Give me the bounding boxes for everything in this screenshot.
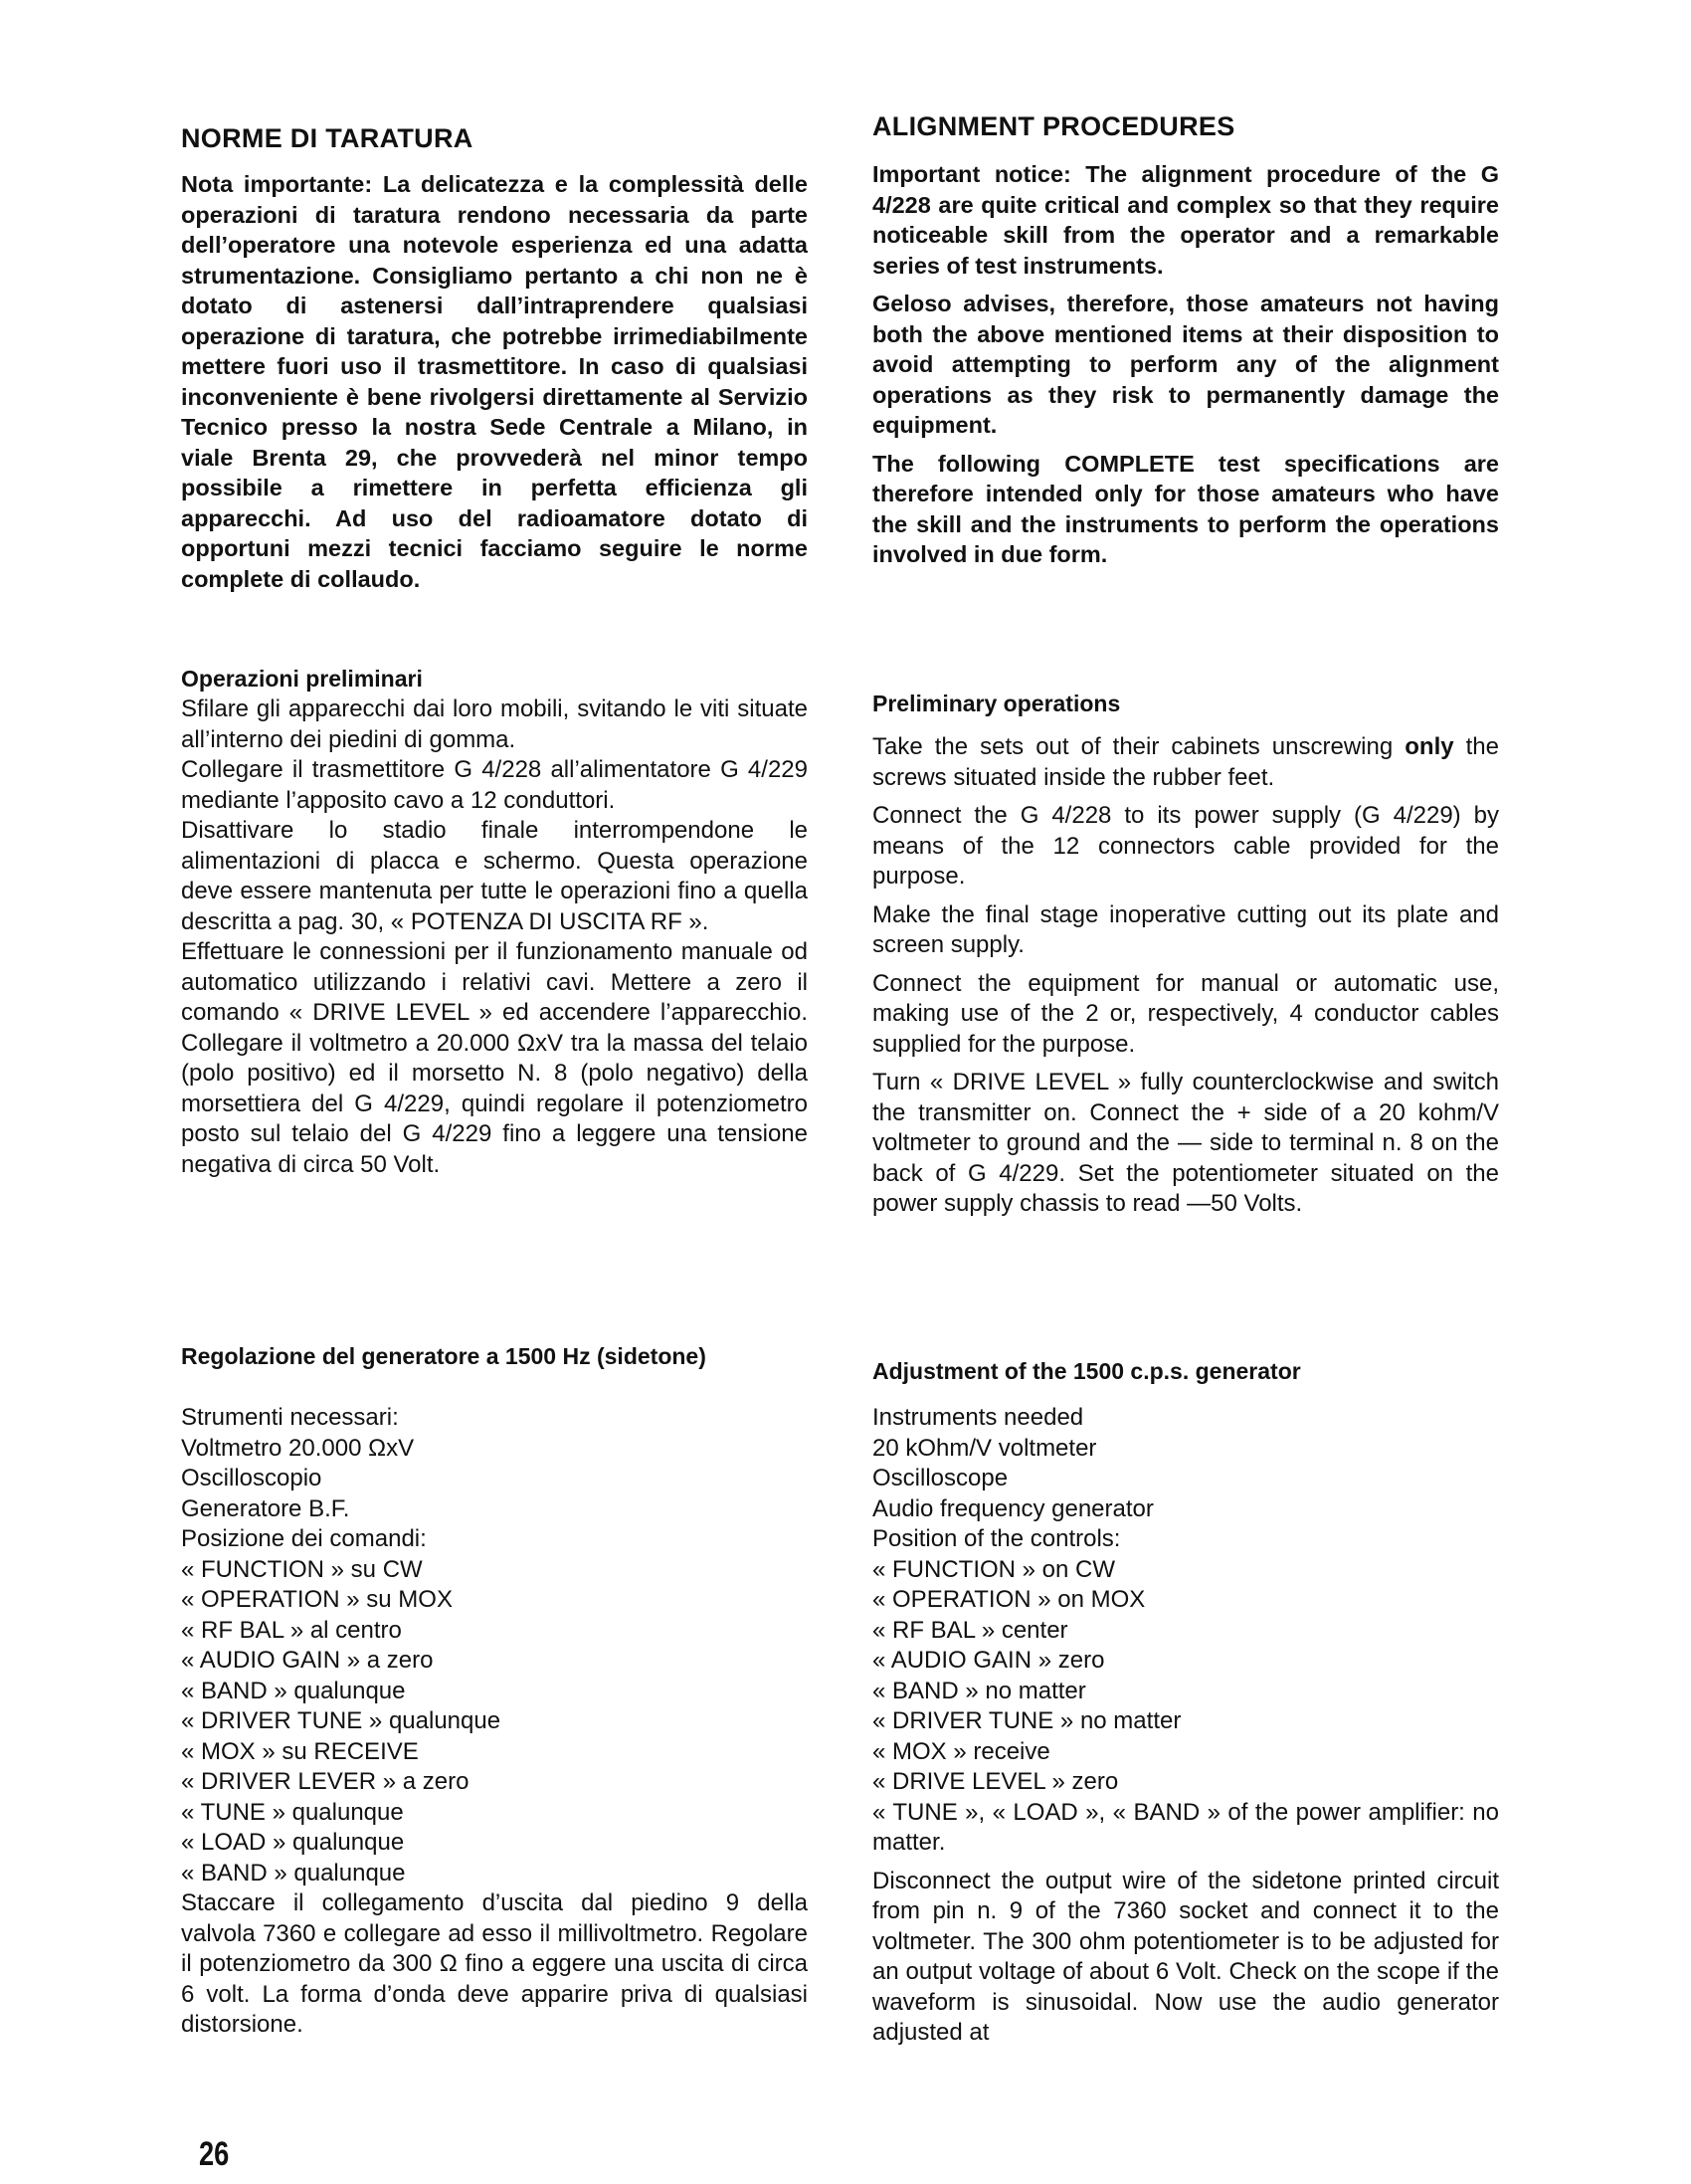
- paragraph: Effettuare le connessioni per il funzionamento manuale od automatico utilizzando i relativi cavi. Mettere a zero il comando « DRIVE LEVEL » ed accendere l’apparecchio. Collegare il voltmetro a 20.000 ΩxV tra la massa del telaio (polo positivo) ed il morsetto N. 8 (polo negativo) della morsettiera del G 4/229, quindi regolare il potenziometro posto sul telaio del G 4/229 fino a leggere una tensione negativa di circa 50 Volt.: [181, 938, 808, 1178]
- list-item: « DRIVE LEVEL » zero: [872, 1768, 1119, 1795]
- list-item: « RF BAL » al centro: [181, 1616, 402, 1644]
- text-run: the screws situated inside the rubber feet.: [872, 733, 1499, 791]
- paragraph: Geloso advises, therefore, those amateurs not having both the above mentioned items at their disposition to avoid attempting to perform any of the alignment operations as they risk to permanently damage the equipment.: [872, 291, 1499, 438]
- list-item: « LOAD » qualunque: [181, 1829, 405, 1856]
- italian-preliminary-heading: Operazioni preliminari: [181, 666, 423, 692]
- paragraph: Connect the equipment for manual or automatic use, making use of the 2 or, respectively, 4 conductor cables supplied for the purpose.: [872, 969, 1499, 1058]
- list-item: « BAND » qualunque: [181, 1859, 406, 1886]
- text-run: Take the sets out of their cabinets unscrewing: [872, 733, 1406, 760]
- list-item: 20 kOhm/V voltmeter: [872, 1434, 1097, 1462]
- paragraph: Connect the G 4/228 to its power supply (G 4/229) by means of the 12 connectors cable provided for the purpose.: [872, 802, 1499, 890]
- list-item: « OPERATION » su MOX: [181, 1586, 453, 1613]
- paragraph: Staccare il collegamento d’uscita dal piedino 9 della valvola 7360 e collegare ad esso il millivoltmetro. Regolare il potenziometro da 300 Ω fino a eggere una uscita di circa 6 volt. La forma d’onda deve apparire priva di qualsiasi distorsione.: [181, 1889, 808, 2038]
- list-item: « TUNE », « LOAD », « BAND » of the power amplifier: no matter.: [872, 1798, 1499, 1856]
- list-item: Generatore B.F.: [181, 1494, 350, 1522]
- paragraph: Important notice: The alignment procedure of the G 4/228 are quite critical and complex so that they require noticeable skill from the operator and a remarkable series of test instruments.: [872, 161, 1499, 279]
- italian-controls-list: [181, 1403, 808, 1888]
- english-preliminary-heading: Preliminary operations: [872, 691, 1121, 716]
- italian-preliminary-body: [181, 695, 808, 1180]
- list-item: « BAND » no matter: [872, 1677, 1086, 1704]
- italian-notice: Nota importante: La delicatezza e la complessità delle operazioni di taratura rendono necessaria da parte dell’operatore una notevole esperienza ed una adatta strumentazione. Consigliamo pertanto a chi non ne è dotato di astenersi dall’intraprendere qualsiasi operazione di taratura, che potrebbe irrimediabilmente mettere fuori uso il trasmettitore. In caso di qualsiasi inconveniente è bene rivolgersi direttamente al Servizio Tecnico presso la nostra Sede Centrale a Milano, in viale Brenta 29, che provvederà nel minor tempo possibile a rimettere in perfetta efficienza gli apparecchi. Ad uso del radioamatore dotato di opportuni mezzi tecnici facciamo seguire le norme complete di collaudo.: [181, 171, 808, 592]
- list-item: Posizione dei comandi:: [181, 1525, 427, 1552]
- english-controls-list: [872, 1403, 1499, 1859]
- english-notice: [872, 159, 1499, 570]
- list-item: Instruments needed: [872, 1404, 1084, 1431]
- list-item: « AUDIO GAIN » a zero: [181, 1647, 434, 1674]
- list-item: Position of the controls:: [872, 1525, 1121, 1552]
- list-item: « FUNCTION » on CW: [872, 1555, 1116, 1583]
- list-item: « FUNCTION » su CW: [181, 1555, 423, 1583]
- italian-sidetone-heading: Regolazione del generatore a 1500 Hz (sidetone): [181, 1343, 706, 1369]
- paragraph: Turn « DRIVE LEVEL » fully counterclockwise and switch the transmitter on. Connect the + side of a 20 kohm/V voltmeter to ground and the — side to terminal n. 8 on the back of G 4/229. Set the potentiometer situated on the power supply chassis to read —50 Volts.: [872, 1069, 1499, 1217]
- list-item: « RF BAL » center: [872, 1616, 1068, 1644]
- page-number: 26: [199, 2135, 230, 2173]
- paragraph: Make the final stage inoperative cutting out its plate and screen supply.: [872, 900, 1499, 958]
- italian-sidetone-body: [181, 1403, 808, 2041]
- list-item: « MOX » receive: [872, 1737, 1050, 1765]
- paragraph: Collegare il trasmettitore G 4/228 all’alimentatore G 4/229 mediante l’apposito cavo a 12 conduttori.: [181, 756, 808, 814]
- paragraph: [872, 732, 1499, 793]
- list-item: « DRIVER LEVER » a zero: [181, 1768, 470, 1795]
- list-item: « MOX » su RECEIVE: [181, 1737, 419, 1765]
- paragraph: Disattivare lo stadio finale interrompendone le alimentazioni di placca e schermo. Questa operazione deve essere mantenuta per tutte le operazioni fino a quella descritta a pag. 30, « POTENZA DI USCITA RF ».: [181, 817, 808, 935]
- list-item: « TUNE » qualunque: [181, 1798, 404, 1826]
- list-item: « OPERATION » on MOX: [872, 1586, 1146, 1613]
- emphasis-only: only: [1405, 733, 1454, 760]
- list-item: Strumenti necessari:: [181, 1404, 399, 1431]
- list-item: « BAND » qualunque: [181, 1677, 406, 1704]
- list-item: Voltmetro 20.000 ΩxV: [181, 1434, 415, 1462]
- english-generator-body: [872, 1403, 1499, 2049]
- italian-title: NORME DI TARATURA: [181, 123, 473, 153]
- list-item: Oscilloscope: [872, 1465, 1009, 1491]
- paragraph: Sfilare gli apparecchi dai loro mobili, svitando le viti situate all’interno dei piedini di gomma.: [181, 695, 808, 753]
- paragraph: Disconnect the output wire of the sidetone printed circuit from pin n. 9 of the 7360 socket and connect it to the voltmeter. The 300 ohm potentiometer is to be adjusted for an output voltage of about 6 Volt. Check on the scope if the waveform is sinusoidal. Now use the audio generator adjusted at: [872, 1867, 1499, 2046]
- list-item: Oscilloscopio: [181, 1465, 322, 1491]
- english-preliminary-body: [872, 732, 1499, 1220]
- english-title: ALIGNMENT PROCEDURES: [872, 111, 1235, 141]
- paragraph: The following COMPLETE test specifications are therefore intended only for those amateurs who have the skill and the instruments to perform the operations involved in due form.: [872, 450, 1499, 567]
- english-generator-heading: Adjustment of the 1500 c.p.s. generator: [872, 1358, 1301, 1384]
- list-item: « DRIVER TUNE » qualunque: [181, 1707, 501, 1734]
- list-item: Audio frequency generator: [872, 1494, 1154, 1522]
- list-item: « DRIVER TUNE » no matter: [872, 1707, 1182, 1734]
- list-item: « AUDIO GAIN » zero: [872, 1647, 1105, 1674]
